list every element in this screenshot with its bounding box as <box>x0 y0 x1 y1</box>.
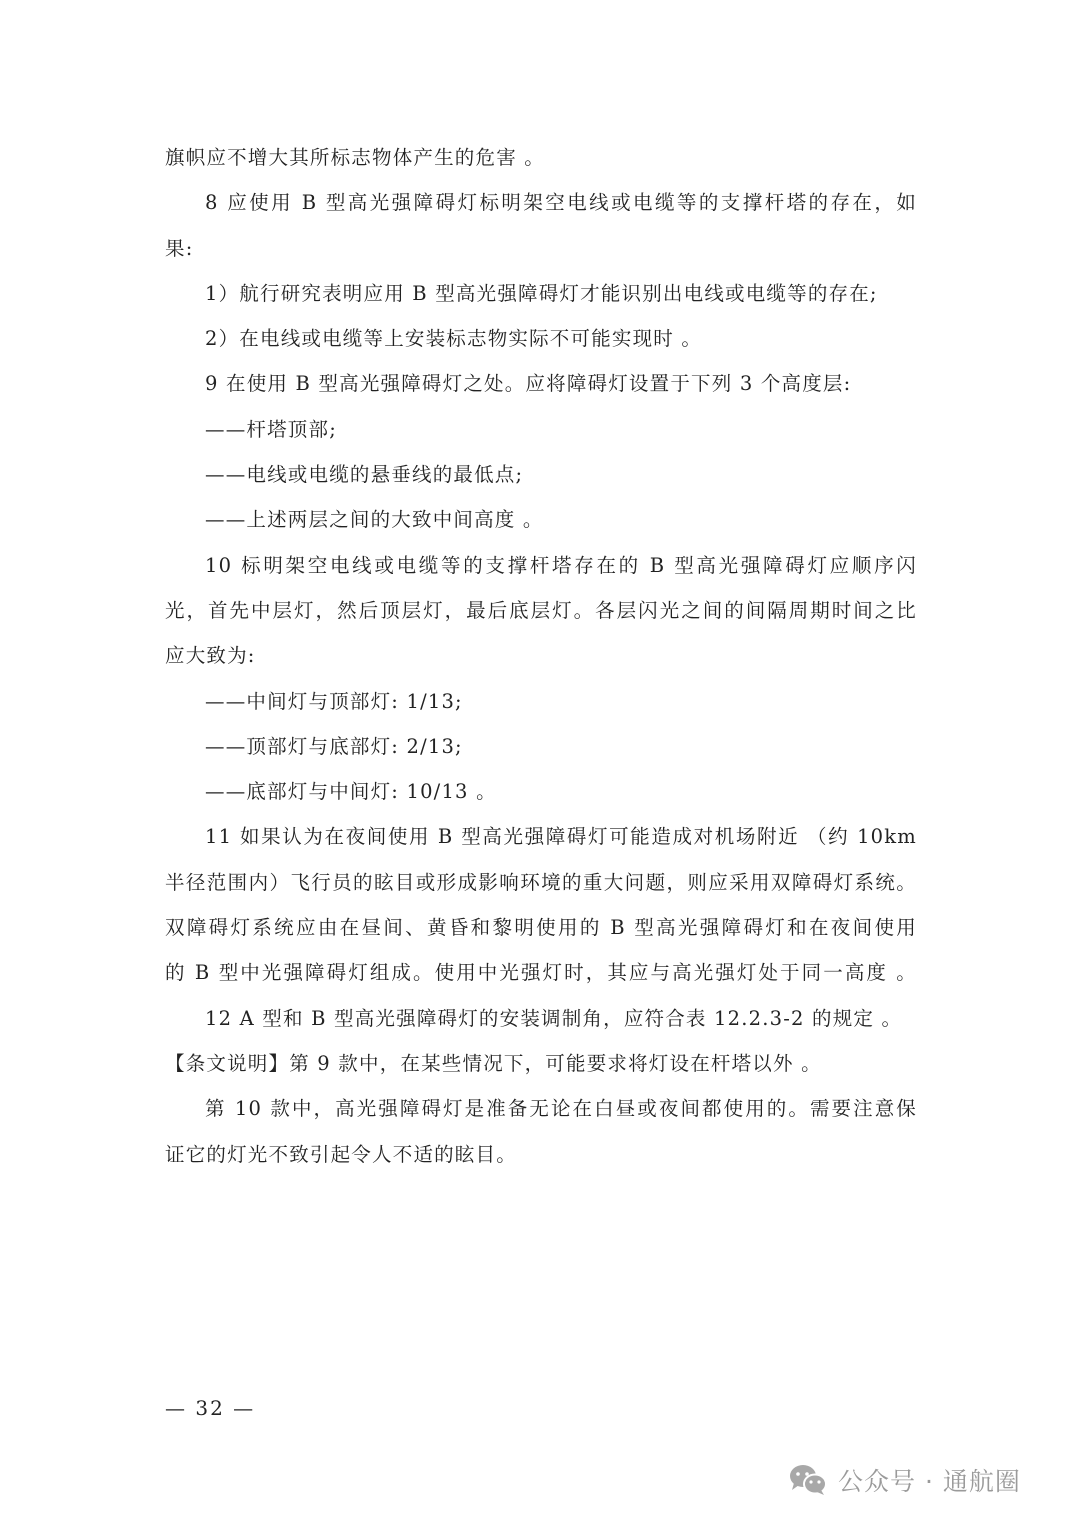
text-line: 第 10 款中，高光强障碍灯是准备无论在白昼或夜间都使用的。需要注意保 <box>205 1097 917 1121</box>
page-number: — 32 — <box>165 1396 256 1420</box>
text-line: ——中间灯与顶部灯: 1/13; <box>205 689 463 713</box>
text-line: 半径范围内）飞行员的眩目或形成影响环境的重大问题，则应采用双障碍灯系统。 <box>165 870 917 894</box>
watermark-text: 公众号 · 通航圈 <box>838 1467 1021 1496</box>
text-line: 应大致为: <box>165 644 256 668</box>
text-line: 8 应使用 B 型高光强障碍灯标明架空电线或电缆等的支撑杆塔的存在，如 <box>205 191 917 215</box>
text-line: ——杆塔顶部; <box>205 417 337 441</box>
text-line: 旗帜应不增大其所标志物体产生的危害 。 <box>165 146 545 169</box>
text-line: 果: <box>165 236 194 260</box>
text-line: 光，首先中层灯，然后顶层灯，最后底层灯。各层闪光之间的间隔周期时间之比 <box>165 598 917 622</box>
text-line: 证它的灯光不致引起令人不适的眩目。 <box>165 1142 517 1166</box>
text-line: 的 B 型中光强障碍灯组成。使用中光强灯时，其应与高光强灯处于同一高度 。 <box>165 961 917 985</box>
text-line: ——顶部灯与底部灯: 2/13; <box>205 734 463 758</box>
wechat-icon <box>788 1464 828 1496</box>
text-line: 1）航行研究表明应用 B 型高光强障碍灯才能识别出电线或电缆等的存在; <box>205 281 878 305</box>
text-line: ——底部灯与中间灯: 10/13 。 <box>205 780 497 804</box>
text-line: 11 如果认为在夜间使用 B 型高光强障碍灯可能造成对机场附近 （约 10km <box>205 825 917 849</box>
document-body <box>165 140 917 1182</box>
watermark <box>788 1462 1021 1498</box>
text-line: 【条文说明】第 9 款中，在某些情况下，可能要求将灯设在杆塔以外 。 <box>165 1051 822 1075</box>
text-line: 2）在电线或电缆等上安装标志物实际不可能实现时 。 <box>205 327 703 351</box>
text-line: 10 标明架空电线或电缆等的支撑杆塔存在的 B 型高光强障碍灯应顺序闪 <box>205 553 917 577</box>
text-line: ——上述两层之间的大致中间高度 。 <box>205 508 544 532</box>
text-line: 双障碍灯系统应由在昼间、黄昏和黎明使用的 B 型高光强障碍灯和在夜间使用 <box>165 916 917 940</box>
text-line: 12 A 型和 B 型高光强障碍灯的安装调制角，应符合表 12.2.3-2 的规定 。 <box>205 1006 903 1030</box>
text-line: ——电线或电缆的悬垂线的最低点; <box>205 463 524 487</box>
text-line: 9 在使用 B 型高光强障碍灯之处。应将障碍灯设置于下列 3 个高度层: <box>205 372 852 396</box>
